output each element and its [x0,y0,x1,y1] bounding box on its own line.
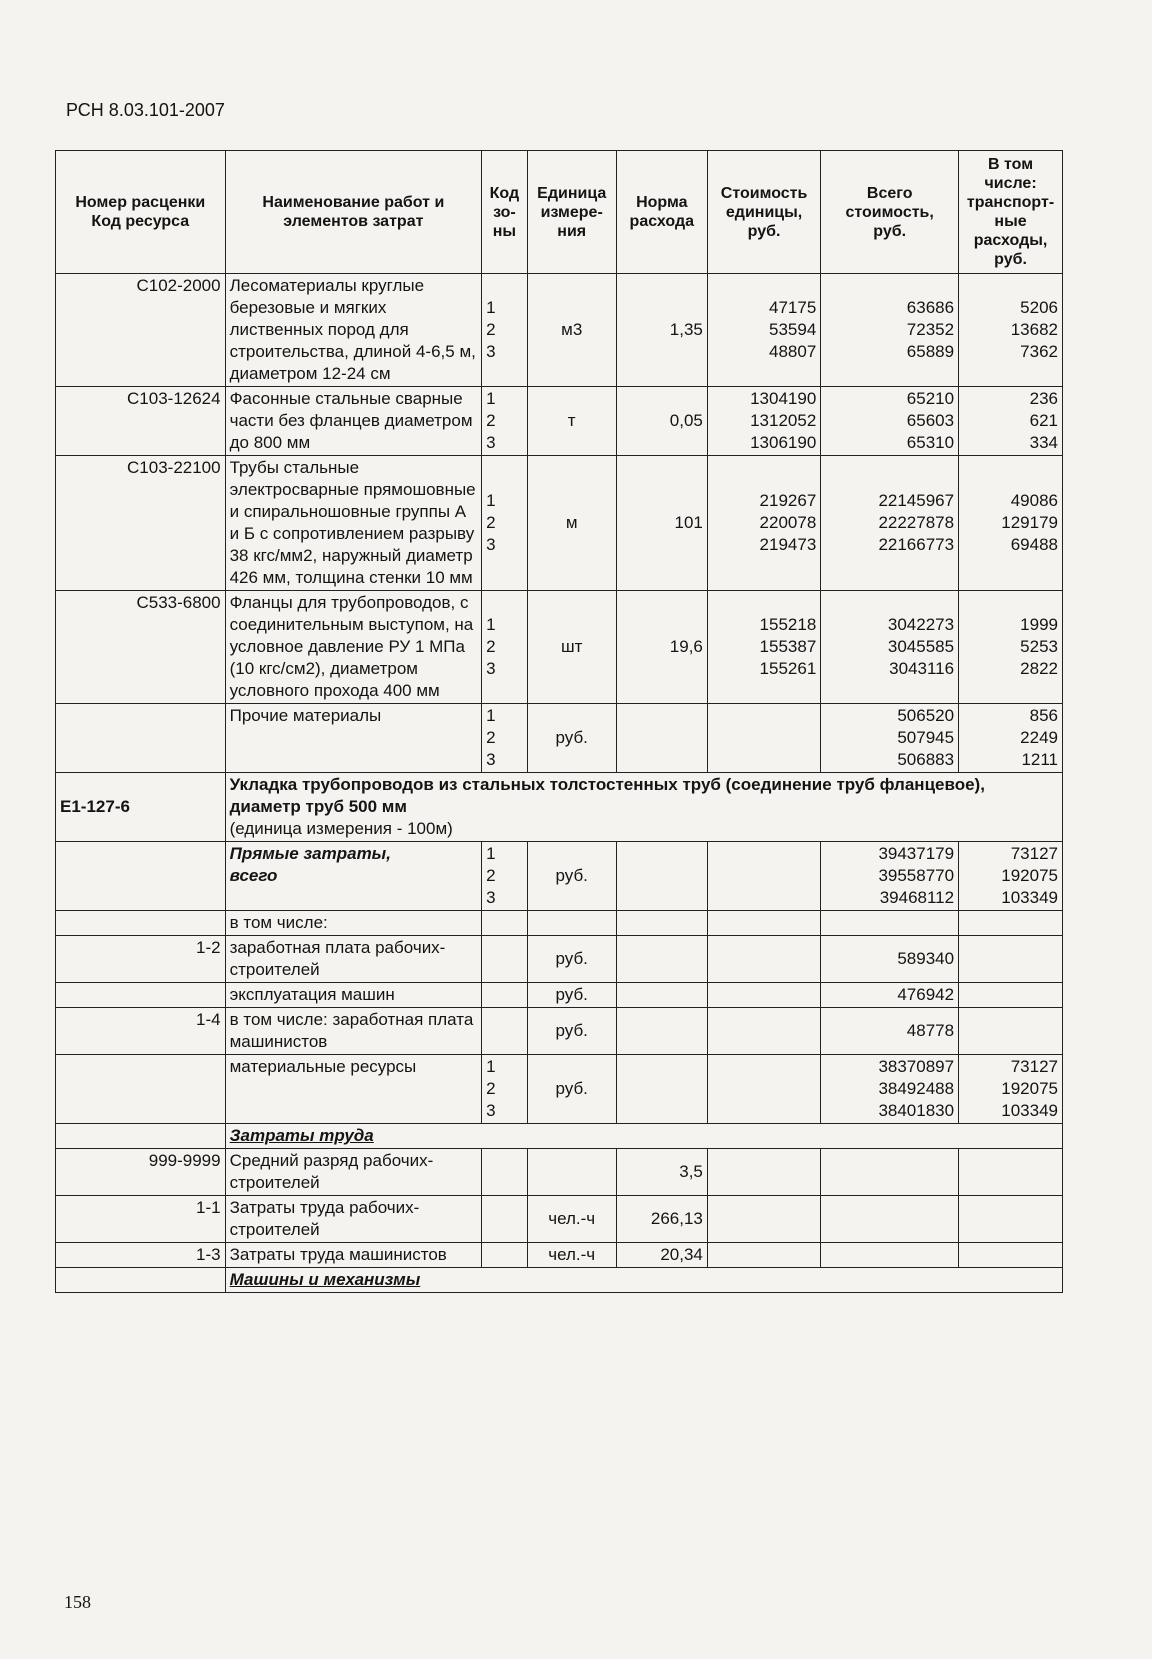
transport-cost: 73127 192075 103349 [959,842,1063,911]
resource-name: Лесоматериалы круглые березовые и мягких лиственных пород для строительства, длиной 4-6,5 м, диаметром 12-24 см [225,274,482,387]
labor-row [56,1243,1063,1268]
unit: руб. [527,842,616,911]
materials-name: материальные ресурсы [225,1055,482,1124]
total-cost: 63686 72352 65889 [821,274,959,387]
norm: 19,6 [616,591,707,704]
labor-name: Затраты труда машинистов [225,1243,482,1268]
unit: шт [527,591,616,704]
resource-code: С103-12624 [56,387,226,456]
table-row [56,591,1063,704]
unit: руб. [527,983,616,1008]
unit-cost [707,704,820,773]
unit: руб. [527,704,616,773]
empty-cell [707,842,820,911]
total-cost: 22145967 22227878 22166773 [821,456,959,591]
header-total-cost: Всего стоимость, руб. [821,151,959,274]
resource-name: Фланцы для трубопроводов, с соединительным выступом, на условное давление РУ 1 МПа (10 кгс/см2), диаметром условного прохода 400 мм [225,591,482,704]
total-cost: 589340 [821,936,959,983]
transport-cost: 236 621 334 [959,387,1063,456]
labor-name: Затраты труда рабочих-строителей [225,1196,482,1243]
unit: руб. [527,1008,616,1055]
unit [527,1149,616,1196]
total-cost: 3042273 3045585 3043116 [821,591,959,704]
section-unit-note: (единица измерения - 100м) [229,819,453,838]
norm: 1,35 [616,274,707,387]
resource-name: Прочие материалы [225,704,482,773]
section-heading [225,773,1062,842]
total-cost: 506520 507945 506883 [821,704,959,773]
table-row [56,456,1063,591]
labor-title: Затраты труда [225,1124,1062,1149]
norm: 0,05 [616,387,707,456]
labor-title-row [56,1124,1063,1149]
section-title: Укладка трубопроводов из стальных толстостенных труб (соединение труб фланцевое), диаметр труб 500 мм [229,775,985,816]
machines-title: Машины и механизмы [225,1268,1062,1293]
unit: м [527,456,616,591]
header-unit-cost: Стоимость единицы, руб. [707,151,820,274]
transport-cost: 49086 129179 69488 [959,456,1063,591]
cost-name: эксплуатация машин [225,983,482,1008]
cost-name: в том числе: заработная плата машинистов [225,1008,482,1055]
cost-name: заработная плата рабочих-строителей [225,936,482,983]
empty-cell [616,842,707,911]
total-cost: 38370897 38492488 38401830 [821,1055,959,1124]
norm: 266,13 [616,1196,707,1243]
table-row [56,274,1063,387]
resource-code: С103-22100 [56,456,226,591]
cost-row [56,1008,1063,1055]
unit: м3 [527,274,616,387]
resource-code [56,704,226,773]
total-cost: 476942 [821,983,959,1008]
zones: 1 2 3 [482,842,528,911]
labor-row [56,1196,1063,1243]
section-row [56,773,1063,842]
empty-cell [56,842,226,911]
table-row [56,704,1063,773]
header-zone: Код зо- ны [482,151,528,274]
norm: 3,5 [616,1149,707,1196]
direct-costs-row [56,842,1063,911]
transport-cost: 73127 192075 103349 [959,1055,1063,1124]
cost-code: 1-2 [56,936,226,983]
empty-cell [56,911,226,936]
labor-code: 999-9999 [56,1149,226,1196]
labor-code: 1-3 [56,1243,226,1268]
document-header: РСН 8.03.101-2007 [66,100,225,120]
unit-cost: 155218 155387 155261 [707,591,820,704]
cost-code [56,983,226,1008]
unit: руб. [527,936,616,983]
unit-cost: 219267 220078 219473 [707,456,820,591]
estimate-table [55,150,1063,1293]
labor-row [56,1149,1063,1196]
norm: 20,34 [616,1243,707,1268]
zones: 1 2 3 [482,456,528,591]
resource-code: С102-2000 [56,274,226,387]
labor-code: 1-1 [56,1196,226,1243]
page-number: 158 [64,1592,91,1612]
norm [616,704,707,773]
section-code: Е1-127-6 [56,773,226,842]
total-cost: 48778 [821,1008,959,1055]
materials-row [56,1055,1063,1124]
header-row [56,151,1063,274]
zones: 1 2 3 [482,387,528,456]
including-row [56,911,1063,936]
table-row [56,387,1063,456]
header-unit: Единица измере- ния [527,151,616,274]
labor-name: Средний разряд рабочих-строителей [225,1149,482,1196]
unit-cost: 1304190 1312052 1306190 [707,387,820,456]
resource-name: Фасонные стальные сварные части без фланцев диаметром до 800 мм [225,387,482,456]
transport-cost: 1999 5253 2822 [959,591,1063,704]
zones: 1 2 3 [482,591,528,704]
total-cost: 65210 65603 65310 [821,387,959,456]
cost-row [56,936,1063,983]
zones: 1 2 3 [482,1055,528,1124]
transport-cost: 856 2249 1211 [959,704,1063,773]
unit: т [527,387,616,456]
unit: чел.-ч [527,1243,616,1268]
header-code: Номер расценки Код ресурса [56,151,226,274]
machines-title-row [56,1268,1063,1293]
including-label: в том числе: [225,911,482,936]
unit-cost: 47175 53594 48807 [707,274,820,387]
zones: 1 2 3 [482,704,528,773]
resource-code: С533-6800 [56,591,226,704]
direct-costs-label: Прямые затраты, всего [225,842,482,911]
header-transport: В том числе: транспорт- ные расходы, руб. [959,151,1063,274]
cost-row [56,983,1063,1008]
zones: 1 2 3 [482,274,528,387]
unit: руб. [527,1055,616,1124]
total-cost: 39437179 39558770 39468112 [821,842,959,911]
unit: чел.-ч [527,1196,616,1243]
header-name: Наименование работ и элементов затрат [225,151,482,274]
norm: 101 [616,456,707,591]
cost-code: 1-4 [56,1008,226,1055]
header-norm: Норма расхода [616,151,707,274]
transport-cost: 5206 13682 7362 [959,274,1063,387]
resource-name: Трубы стальные электросварные прямошовные и спиральношовные группы А и Б с сопротивлением разрыву 38 кгс/мм2, наружный диаметр 426 мм, толщина стенки 10 мм [225,456,482,591]
